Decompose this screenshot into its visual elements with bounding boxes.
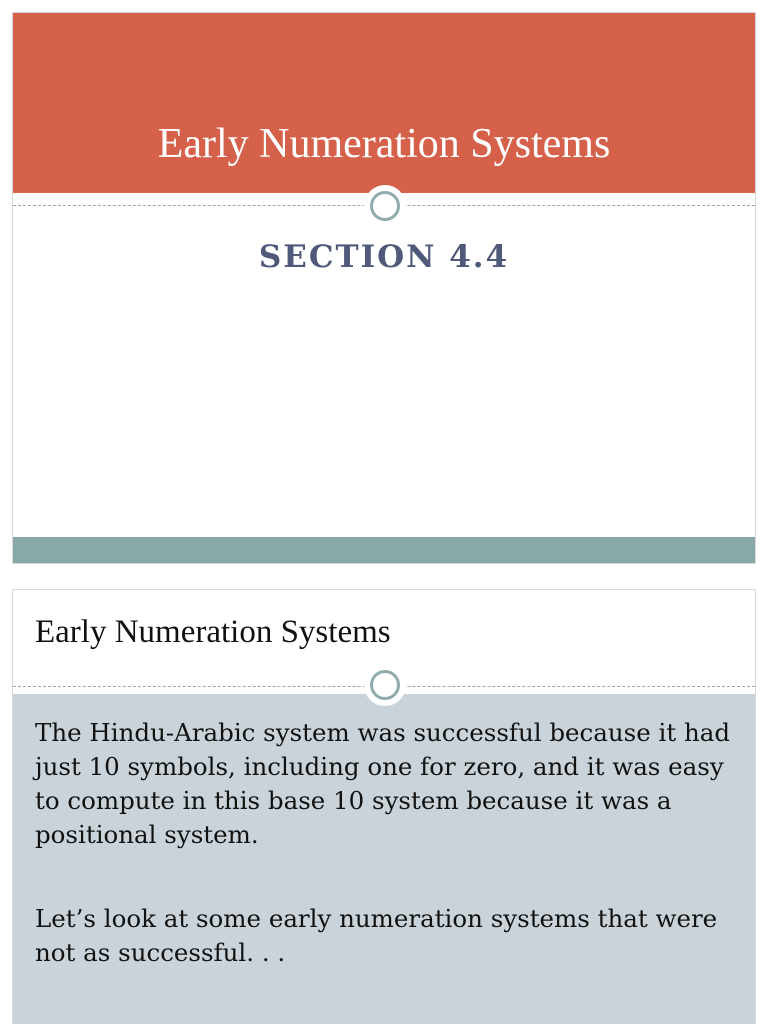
body-paragraph: Let’s look at some early numeration systems that were not as successful. . .: [35, 904, 718, 967]
body-paragraph: The Hindu-Arabic system was successful because it had just 10 symbols, including one for zero, and it was easy to compute in this base 10 system because it was a positional system.: [35, 718, 731, 849]
slide-heading: Early Numeration Systems: [35, 614, 391, 650]
ring-icon: [364, 185, 406, 227]
title-slide: [12, 12, 756, 564]
slide-title: Early Numeration Systems: [157, 121, 611, 167]
ring-icon: [364, 664, 406, 706]
footer-band: [13, 537, 755, 563]
content-slide: [12, 589, 756, 1024]
section-subtitle: SECTION 4.4: [258, 239, 510, 275]
